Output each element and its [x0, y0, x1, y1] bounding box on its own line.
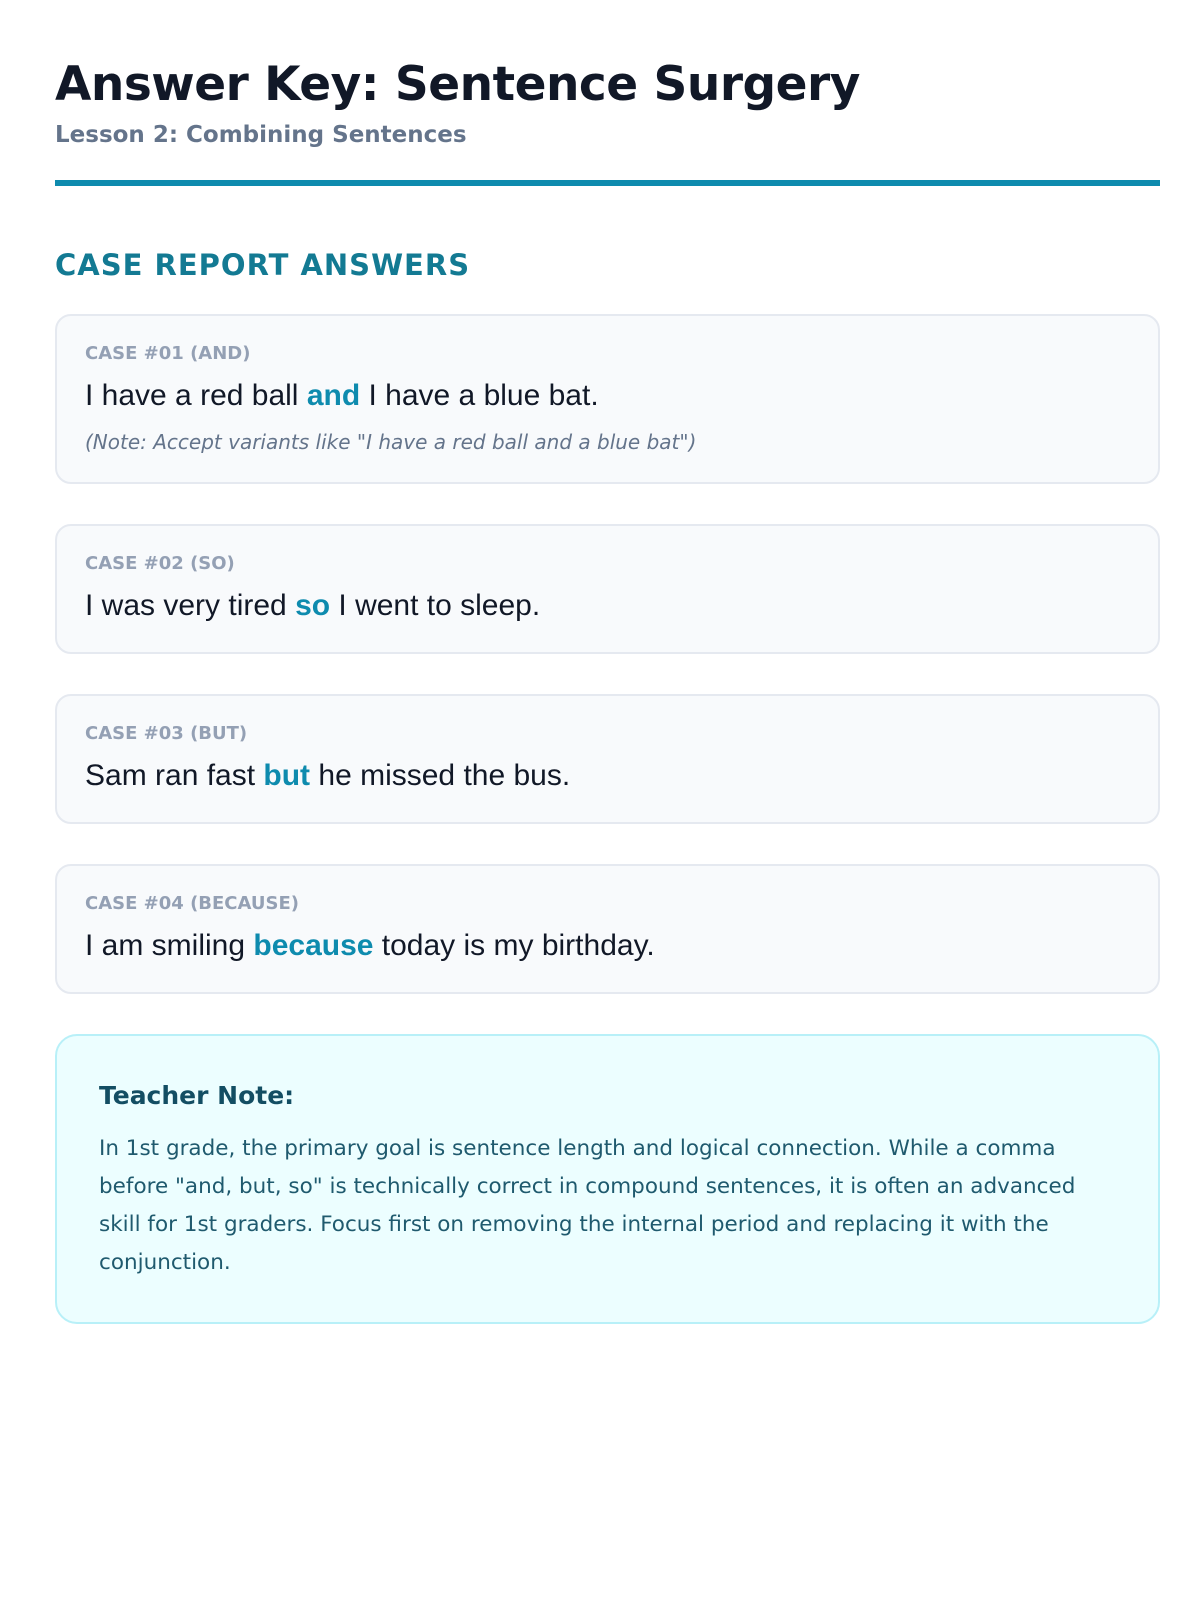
- answer-sentence: [85, 926, 1130, 966]
- section-title: CASE REPORT ANSWERS: [55, 248, 471, 282]
- conjunction-highlight: but: [263, 759, 311, 792]
- case-list: [55, 314, 1160, 994]
- header-divider: [55, 180, 1160, 186]
- sentence-after: today is my birthday.: [373, 929, 655, 962]
- answer-sentence: [85, 586, 1130, 626]
- sentence-before: I was very tired: [85, 589, 296, 622]
- teacher-note-box: [55, 1034, 1160, 1324]
- case-label: CASE #01 (AND): [85, 343, 251, 364]
- case-card-02: [55, 524, 1160, 654]
- case-card-01: [55, 314, 1160, 484]
- answer-sentence: [85, 756, 1130, 796]
- teacher-note-title: Teacher Note:: [99, 1081, 295, 1110]
- case-label: CASE #03 (BUT): [85, 723, 248, 744]
- page-title: Answer Key: Sentence Surgery: [55, 57, 860, 112]
- teacher-note-body: In 1st grade, the primary goal is sentence length and logical connection. While a comma before "and, but, so" is technically correct in compound sentences, it is often an advanced skill for 1st graders. Focus first on removing the internal period and replacing it with the conjunction.: [99, 1136, 1076, 1275]
- sentence-after: he missed the bus.: [310, 759, 571, 792]
- sentence-before: I am smiling: [85, 929, 254, 962]
- conjunction-highlight: and: [306, 379, 361, 412]
- case-note: (Note: Accept variants like "I have a red ball and a blue bat"): [85, 430, 697, 454]
- conjunction-highlight: because: [253, 929, 374, 962]
- page-subtitle: Lesson 2: Combining Sentences: [55, 122, 467, 148]
- answer-sentence: [85, 376, 1130, 416]
- case-label: CASE #04 (BECAUSE): [85, 893, 299, 914]
- case-card-04: [55, 864, 1160, 994]
- sentence-after: I went to sleep.: [330, 589, 541, 622]
- sentence-before: Sam ran fast: [85, 759, 264, 792]
- case-label: CASE #02 (SO): [85, 553, 235, 574]
- conjunction-highlight: so: [295, 589, 331, 622]
- case-card-03: [55, 694, 1160, 824]
- sentence-after: I have a blue bat.: [360, 379, 599, 412]
- sentence-before: I have a red ball: [85, 379, 307, 412]
